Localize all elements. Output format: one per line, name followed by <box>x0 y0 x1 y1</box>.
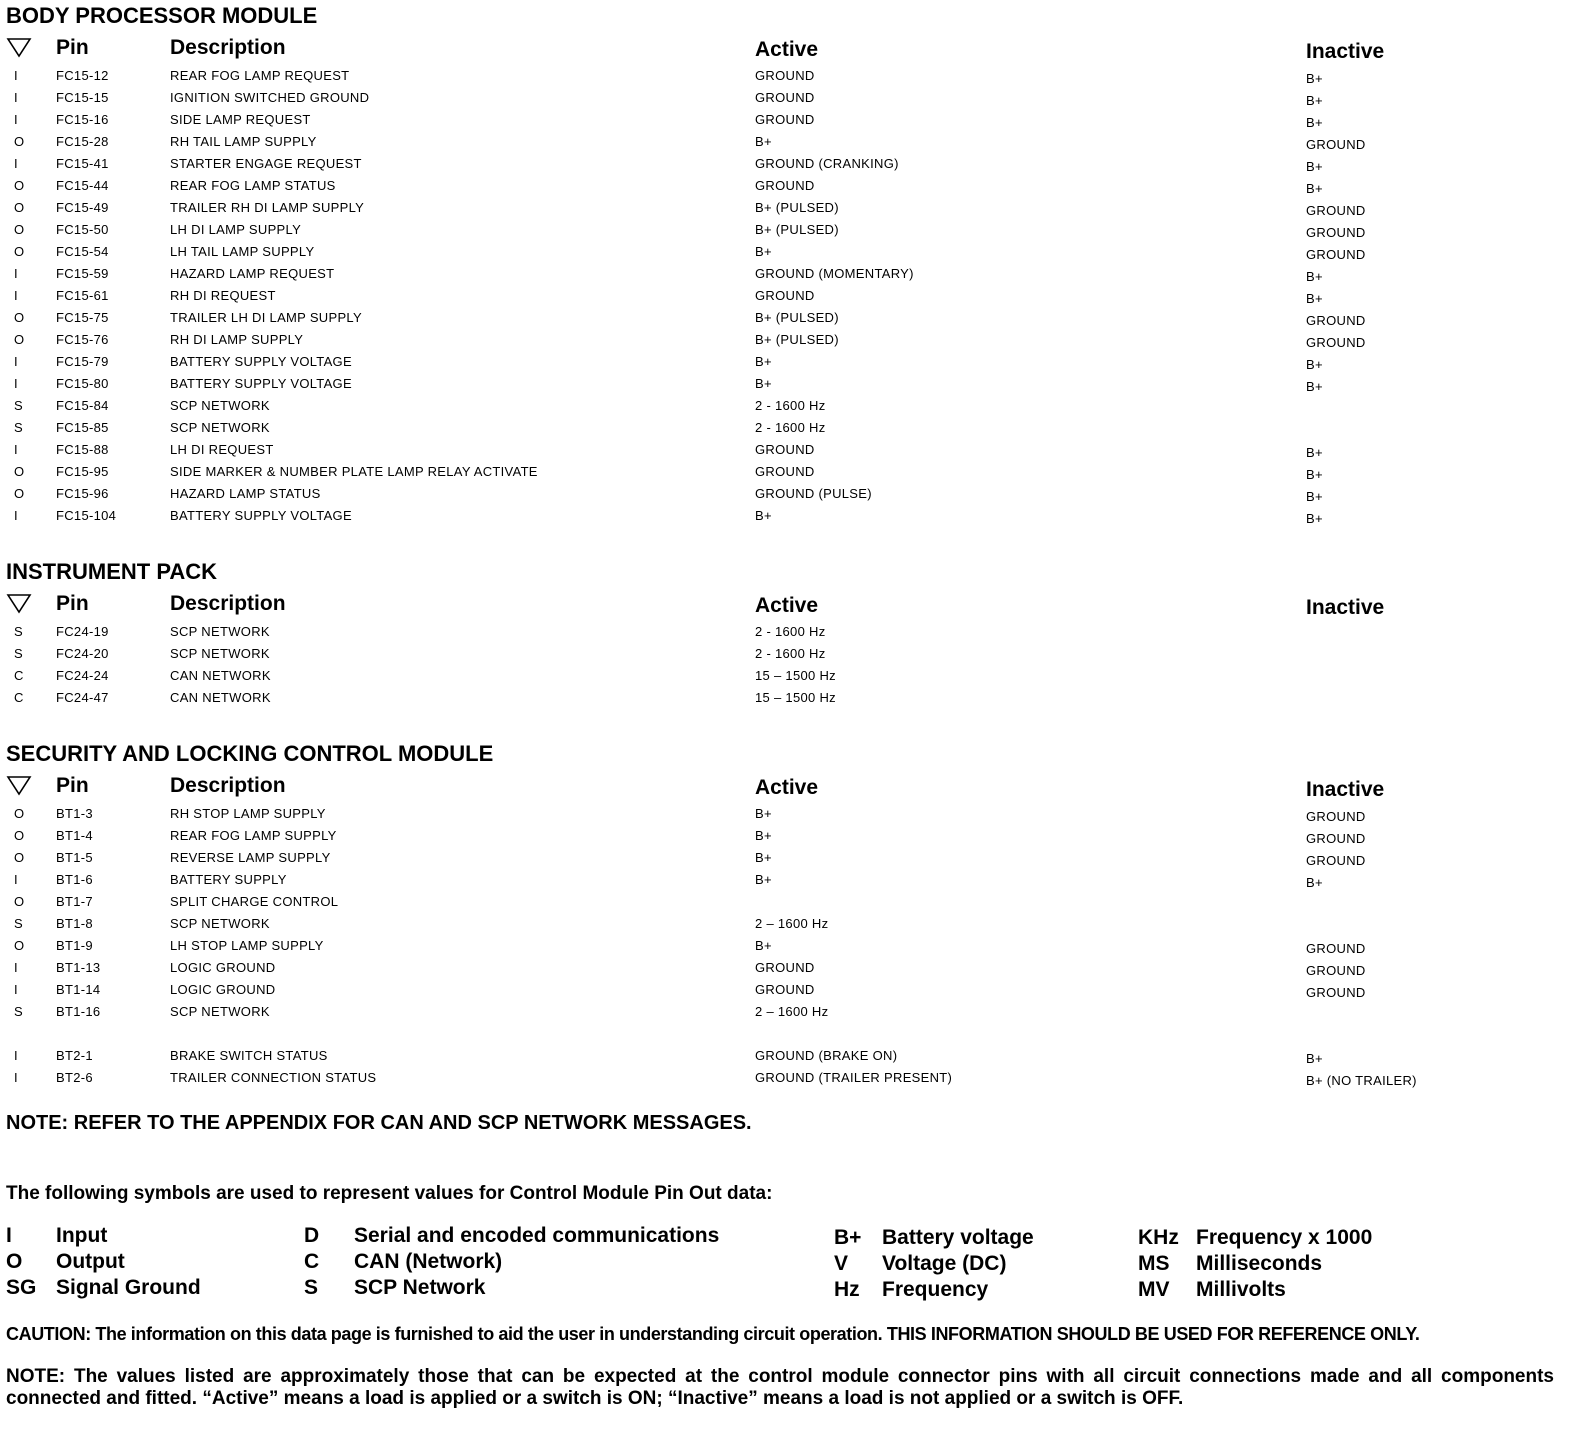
cell-type: S <box>14 420 23 435</box>
cell-pin: FC15-85 <box>56 420 109 435</box>
cell-description: SIDE MARKER & NUMBER PLATE LAMP RELAY ACTIVATE <box>170 464 538 479</box>
cell-pin: BT1-5 <box>56 850 93 865</box>
cell-active: B+ (PULSED) <box>755 310 839 325</box>
symbol-meaning: Milliseconds <box>1196 1252 1323 1275</box>
cell-description: BATTERY SUPPLY VOLTAGE <box>170 354 352 369</box>
cell-pin: FC24-20 <box>56 646 109 661</box>
cell-inactive: B+ <box>1306 467 1323 482</box>
cell-pin: FC15-88 <box>56 442 109 457</box>
cell-type: O <box>14 222 25 237</box>
cell-type: S <box>14 398 23 413</box>
cell-inactive: GROUND <box>1306 247 1366 262</box>
table-row <box>0 872 1584 894</box>
column-header-active: Active <box>755 594 819 617</box>
cell-type: I <box>14 376 18 391</box>
cell-inactive: GROUND <box>1306 985 1366 1000</box>
cell-description: RH DI REQUEST <box>170 288 276 303</box>
cell-type: O <box>14 464 25 479</box>
cell-inactive: B+ (NO TRAILER) <box>1306 1073 1417 1088</box>
table-row <box>0 828 1584 850</box>
symbol-code: B+ <box>834 1226 862 1249</box>
cell-active: B+ (PULSED) <box>755 222 839 237</box>
cell-inactive: B+ <box>1306 269 1323 284</box>
table-row <box>0 68 1584 90</box>
cell-inactive: B+ <box>1306 181 1323 196</box>
symbol-meaning: Millivolts <box>1196 1278 1286 1301</box>
symbol-code: D <box>304 1224 320 1247</box>
symbol-code: Hz <box>834 1278 860 1301</box>
cell-pin: BT1-3 <box>56 806 93 821</box>
signal-direction-icon <box>6 592 32 614</box>
cell-pin: BT1-16 <box>56 1004 101 1019</box>
cell-pin: FC15-16 <box>56 112 109 127</box>
table-row <box>0 982 1584 1004</box>
cell-description: REAR FOG LAMP REQUEST <box>170 68 350 83</box>
cell-active: B+ <box>755 872 772 887</box>
cell-pin: FC15-54 <box>56 244 109 259</box>
cell-type: I <box>14 508 18 523</box>
symbol-meaning: Voltage (DC) <box>882 1252 1007 1275</box>
cell-pin: FC15-44 <box>56 178 109 193</box>
table-row <box>0 376 1584 398</box>
cell-type: I <box>14 288 18 303</box>
cell-active: GROUND <box>755 178 815 193</box>
cell-type: O <box>14 310 25 325</box>
column-header-description: Description <box>170 592 286 615</box>
symbol-meaning: Input <box>56 1224 108 1247</box>
cell-type: I <box>14 156 18 171</box>
cell-type: O <box>14 134 25 149</box>
cell-type: I <box>14 354 18 369</box>
cell-inactive: GROUND <box>1306 225 1366 240</box>
cell-active: 2 - 1600 Hz <box>755 398 826 413</box>
cell-type: O <box>14 850 25 865</box>
cell-pin: FC15-41 <box>56 156 109 171</box>
cell-type: S <box>14 646 23 661</box>
cell-pin: BT2-6 <box>56 1070 93 1085</box>
symbol-code: I <box>6 1224 12 1247</box>
cell-inactive: GROUND <box>1306 809 1366 824</box>
cell-description: LH STOP LAMP SUPPLY <box>170 938 324 953</box>
cell-pin: FC15-80 <box>56 376 109 391</box>
table-row <box>0 200 1584 222</box>
table-row <box>0 420 1584 442</box>
cell-active: B+ <box>755 938 772 953</box>
symbol-meaning: SCP Network <box>354 1276 486 1299</box>
cell-type: S <box>14 916 23 931</box>
table-row <box>0 690 1584 712</box>
cell-active: GROUND (PULSE) <box>755 486 872 501</box>
cell-active: B+ <box>755 376 772 391</box>
section-title: INSTRUMENT PACK <box>6 559 218 584</box>
symbol-code: MS <box>1138 1252 1170 1275</box>
symbol-code: C <box>304 1250 320 1273</box>
cell-active: B+ <box>755 828 772 843</box>
cell-pin: FC15-49 <box>56 200 109 215</box>
cell-inactive: B+ <box>1306 1051 1323 1066</box>
table-row <box>0 508 1584 530</box>
cell-pin: FC15-12 <box>56 68 109 83</box>
cell-inactive: GROUND <box>1306 203 1366 218</box>
cell-description: SCP NETWORK <box>170 1004 270 1019</box>
table-row <box>0 646 1584 668</box>
cell-pin: FC15-104 <box>56 508 117 523</box>
cell-type: O <box>14 332 25 347</box>
symbol-meaning: Battery voltage <box>882 1226 1034 1249</box>
cell-active: B+ (PULSED) <box>755 200 839 215</box>
column-header-pin: Pin <box>56 36 89 59</box>
cell-description: LH DI REQUEST <box>170 442 274 457</box>
table-row <box>0 222 1584 244</box>
table-row <box>0 806 1584 828</box>
table-row <box>0 332 1584 354</box>
cell-type: S <box>14 1004 23 1019</box>
cell-pin: FC15-96 <box>56 486 109 501</box>
cell-inactive: GROUND <box>1306 313 1366 328</box>
cell-type: O <box>14 486 25 501</box>
column-header-description: Description <box>170 774 286 797</box>
cell-inactive: GROUND <box>1306 963 1366 978</box>
cell-inactive: B+ <box>1306 511 1323 526</box>
cell-type: I <box>14 68 18 83</box>
cell-description: BATTERY SUPPLY VOLTAGE <box>170 376 352 391</box>
table-row <box>0 178 1584 200</box>
cell-type: S <box>14 624 23 639</box>
symbol-code: O <box>6 1250 23 1273</box>
table-row <box>0 894 1584 916</box>
cell-inactive: B+ <box>1306 875 1323 890</box>
cell-pin: FC15-84 <box>56 398 109 413</box>
table-row <box>0 288 1584 310</box>
table-row <box>0 398 1584 420</box>
cell-active: GROUND (MOMENTARY) <box>755 266 914 281</box>
table-row <box>0 668 1584 690</box>
cell-type: I <box>14 112 18 127</box>
cell-type: I <box>14 982 18 997</box>
cell-active: B+ <box>755 134 772 149</box>
table-row <box>0 1048 1584 1070</box>
cell-pin: BT1-13 <box>56 960 101 975</box>
cell-pin: FC24-19 <box>56 624 109 639</box>
cell-pin: FC24-47 <box>56 690 109 705</box>
table-row <box>0 1004 1584 1026</box>
cell-inactive: GROUND <box>1306 137 1366 152</box>
cell-inactive: B+ <box>1306 445 1323 460</box>
symbol-code: KHz <box>1138 1226 1179 1249</box>
cell-description: BRAKE SWITCH STATUS <box>170 1048 328 1063</box>
cell-inactive: B+ <box>1306 379 1323 394</box>
cell-pin: FC15-15 <box>56 90 109 105</box>
cell-description: BATTERY SUPPLY <box>170 872 287 887</box>
table-row <box>0 624 1584 646</box>
cell-type: C <box>14 668 24 683</box>
cell-inactive: B+ <box>1306 357 1323 372</box>
cell-description: HAZARD LAMP REQUEST <box>170 266 335 281</box>
cell-type: I <box>14 90 18 105</box>
cell-type: I <box>14 1048 18 1063</box>
cell-type: C <box>14 690 24 705</box>
cell-pin: FC15-95 <box>56 464 109 479</box>
cell-active: B+ <box>755 850 772 865</box>
cell-description: SPLIT CHARGE CONTROL <box>170 894 339 909</box>
cell-description: RH STOP LAMP SUPPLY <box>170 806 326 821</box>
cell-inactive: B+ <box>1306 159 1323 174</box>
symbol-meaning: Serial and encoded communications <box>354 1224 720 1247</box>
column-header-active: Active <box>755 38 819 61</box>
cell-active: 2 - 1600 Hz <box>755 646 826 661</box>
column-header-active: Active <box>755 776 819 799</box>
cell-description: LOGIC GROUND <box>170 960 276 975</box>
table-row <box>0 938 1584 960</box>
table-row <box>0 960 1584 982</box>
cell-description: STARTER ENGAGE REQUEST <box>170 156 362 171</box>
table-row <box>0 266 1584 288</box>
table-row <box>0 112 1584 134</box>
signal-direction-icon <box>6 36 32 58</box>
cell-active: GROUND <box>755 112 815 127</box>
table-row <box>0 244 1584 266</box>
cell-active: GROUND <box>755 68 815 83</box>
table-row <box>0 354 1584 376</box>
cell-type: I <box>14 266 18 281</box>
table-row <box>0 156 1584 178</box>
cell-active: B+ <box>755 354 772 369</box>
cell-description: LH TAIL LAMP SUPPLY <box>170 244 315 259</box>
cell-type: O <box>14 200 25 215</box>
cell-description: RH TAIL LAMP SUPPLY <box>170 134 317 149</box>
cell-description: TRAILER LH DI LAMP SUPPLY <box>170 310 362 325</box>
cell-description: RH DI LAMP SUPPLY <box>170 332 304 347</box>
cell-active: B+ <box>755 508 772 523</box>
symbol-code: S <box>304 1276 319 1299</box>
cell-active: B+ <box>755 806 772 821</box>
cell-pin: BT1-14 <box>56 982 101 997</box>
cell-description: SCP NETWORK <box>170 916 270 931</box>
cell-active: GROUND <box>755 960 815 975</box>
cell-active: 15 – 1500 Hz <box>755 690 836 705</box>
table-row <box>0 90 1584 112</box>
cell-type: O <box>14 244 25 259</box>
cell-inactive: B+ <box>1306 115 1323 130</box>
cell-inactive: B+ <box>1306 71 1323 86</box>
cell-pin: FC15-76 <box>56 332 109 347</box>
cell-pin: FC15-50 <box>56 222 109 237</box>
symbols-intro: The following symbols are used to represent values for Control Module Pin Out data: <box>6 1183 773 1204</box>
cell-type: O <box>14 806 25 821</box>
column-header-inactive: Inactive <box>1306 40 1385 63</box>
cell-description: LOGIC GROUND <box>170 982 276 997</box>
cell-inactive: GROUND <box>1306 335 1366 350</box>
cell-active: B+ (PULSED) <box>755 332 839 347</box>
cell-description: BATTERY SUPPLY VOLTAGE <box>170 508 352 523</box>
cell-inactive: GROUND <box>1306 853 1366 868</box>
cell-pin: BT1-4 <box>56 828 93 843</box>
table-row <box>0 464 1584 486</box>
cell-description: TRAILER RH DI LAMP SUPPLY <box>170 200 365 215</box>
column-header-description: Description <box>170 36 286 59</box>
table-row <box>0 310 1584 332</box>
cell-type: O <box>14 828 25 843</box>
table-row <box>0 442 1584 464</box>
cell-description: TRAILER CONNECTION STATUS <box>170 1070 377 1085</box>
symbol-code: V <box>834 1252 849 1275</box>
symbol-meaning: Output <box>56 1250 125 1273</box>
cell-description: REAR FOG LAMP STATUS <box>170 178 336 193</box>
section-title: SECURITY AND LOCKING CONTROL MODULE <box>6 741 494 766</box>
cell-pin: BT1-9 <box>56 938 93 953</box>
cell-active: 2 – 1600 Hz <box>755 916 829 931</box>
column-header-pin: Pin <box>56 774 89 797</box>
cell-pin: FC15-75 <box>56 310 109 325</box>
cell-description: LH DI LAMP SUPPLY <box>170 222 302 237</box>
cell-inactive: GROUND <box>1306 941 1366 956</box>
cell-description: SCP NETWORK <box>170 398 270 413</box>
cell-active: 2 – 1600 Hz <box>755 1004 829 1019</box>
cell-description: IGNITION SWITCHED GROUND <box>170 90 370 105</box>
caution-text: CAUTION: The information on this data page is furnished to aid the user in understanding circuit operation. THIS INFORMATION SHOULD BE USED FOR REFERENCE ONLY. <box>6 1324 1420 1344</box>
cell-active: GROUND <box>755 464 815 479</box>
cell-description: SCP NETWORK <box>170 624 270 639</box>
cell-active: GROUND (CRANKING) <box>755 156 899 171</box>
cell-description: CAN NETWORK <box>170 690 271 705</box>
cell-inactive: GROUND <box>1306 831 1366 846</box>
column-header-inactive: Inactive <box>1306 596 1385 619</box>
cell-active: B+ <box>755 244 772 259</box>
cell-active: GROUND (TRAILER PRESENT) <box>755 1070 953 1085</box>
table-row <box>0 134 1584 156</box>
cell-pin: FC15-59 <box>56 266 109 281</box>
cell-description: SCP NETWORK <box>170 646 270 661</box>
symbol-meaning: Signal Ground <box>56 1276 201 1299</box>
cell-description: HAZARD LAMP STATUS <box>170 486 321 501</box>
cell-type: I <box>14 960 18 975</box>
symbol-code: SG <box>6 1276 37 1299</box>
cell-description: CAN NETWORK <box>170 668 271 683</box>
cell-pin: BT1-6 <box>56 872 93 887</box>
values-note: NOTE: The values listed are approximately those that can be expected at the control module connector pins with all circuit connections made and all components connected and fitted. “Active” means a load is applied or a switch is ON; “Inactive” means a load is not applied or a switch is OFF. <box>6 1366 1554 1409</box>
appendix-note: NOTE: REFER TO THE APPENDIX FOR CAN AND SCP NETWORK MESSAGES. <box>6 1112 752 1134</box>
cell-active: GROUND <box>755 442 815 457</box>
cell-type: O <box>14 938 25 953</box>
cell-active: 15 – 1500 Hz <box>755 668 836 683</box>
cell-type: I <box>14 872 18 887</box>
cell-inactive: B+ <box>1306 291 1323 306</box>
cell-type: O <box>14 178 25 193</box>
cell-type: O <box>14 894 25 909</box>
signal-direction-icon <box>6 774 32 796</box>
cell-active: 2 - 1600 Hz <box>755 420 826 435</box>
cell-description: SIDE LAMP REQUEST <box>170 112 311 127</box>
cell-active: GROUND <box>755 90 815 105</box>
section-title: BODY PROCESSOR MODULE <box>6 3 318 28</box>
cell-pin: FC24-24 <box>56 668 109 683</box>
cell-type: I <box>14 442 18 457</box>
cell-description: REAR FOG LAMP SUPPLY <box>170 828 337 843</box>
symbol-meaning: Frequency <box>882 1278 989 1301</box>
table-row <box>0 916 1584 938</box>
cell-active: GROUND (BRAKE ON) <box>755 1048 898 1063</box>
cell-inactive: B+ <box>1306 489 1323 504</box>
column-header-pin: Pin <box>56 592 89 615</box>
cell-type: I <box>14 1070 18 1085</box>
cell-inactive: B+ <box>1306 93 1323 108</box>
cell-active: 2 - 1600 Hz <box>755 624 826 639</box>
cell-pin: FC15-61 <box>56 288 109 303</box>
cell-pin: BT2-1 <box>56 1048 93 1063</box>
cell-description: REVERSE LAMP SUPPLY <box>170 850 331 865</box>
cell-active: GROUND <box>755 288 815 303</box>
cell-pin: BT1-8 <box>56 916 93 931</box>
table-row <box>0 486 1584 508</box>
table-row <box>0 1070 1584 1092</box>
cell-pin: BT1-7 <box>56 894 93 909</box>
symbol-code: MV <box>1138 1278 1170 1301</box>
table-row <box>0 850 1584 872</box>
cell-pin: FC15-28 <box>56 134 109 149</box>
symbol-meaning: CAN (Network) <box>354 1250 503 1273</box>
cell-description: SCP NETWORK <box>170 420 270 435</box>
cell-pin: FC15-79 <box>56 354 109 369</box>
cell-active: GROUND <box>755 982 815 997</box>
column-header-inactive: Inactive <box>1306 778 1385 801</box>
symbol-meaning: Frequency x 1000 <box>1196 1226 1373 1249</box>
